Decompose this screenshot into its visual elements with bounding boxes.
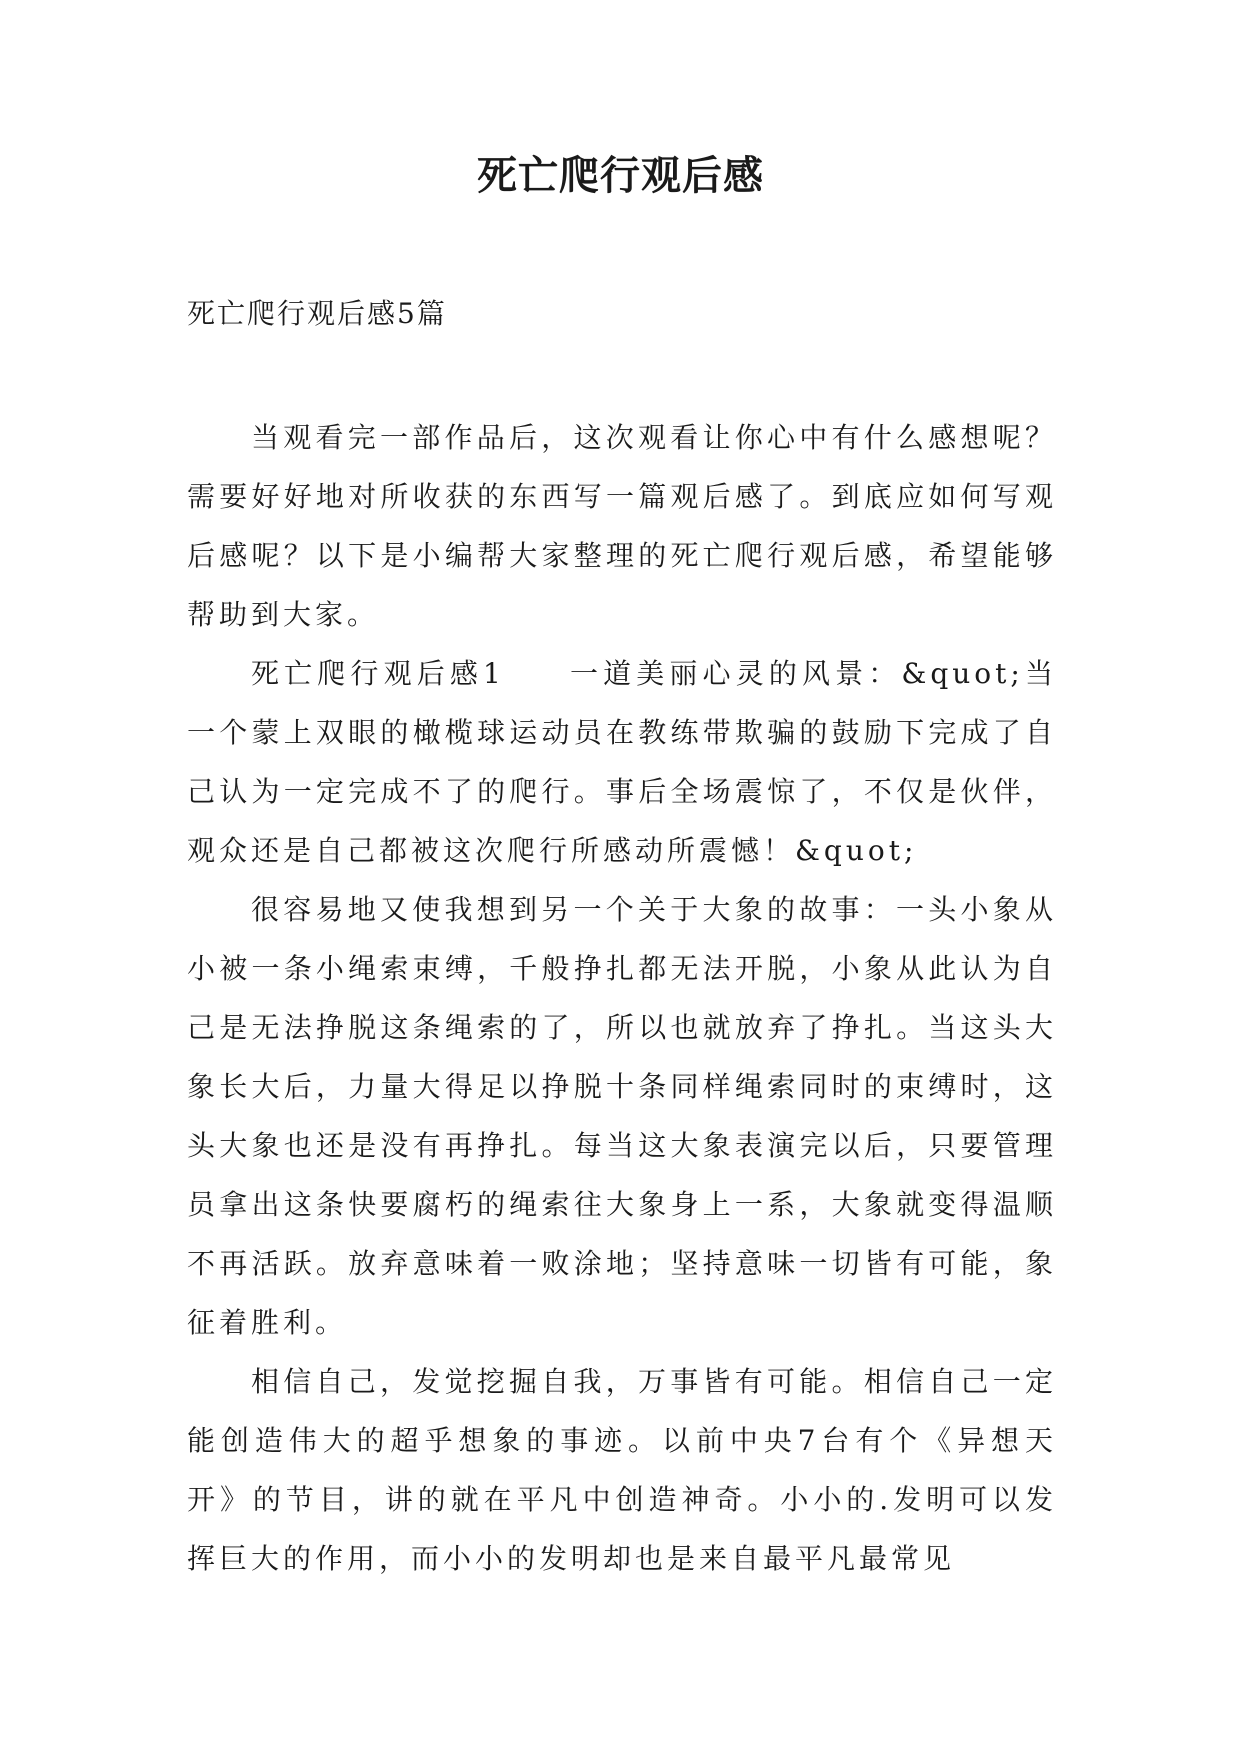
document-body xyxy=(187,408,1057,1588)
believe-yourself-paragraph: 相信自己，发觉挖掘自我，万事皆有可能。相信自己一定能创造伟大的超乎想象的事迹。以前中央7台有个《异想天开》的节目，讲的就在平凡中创造神奇。小小的.发明可以发挥巨大的作用，而小小的发明却也是来自最平凡最常见 xyxy=(187,1365,1057,1575)
intro-paragraph: 当观看完一部作品后，这次观看让你心中有什么感想呢？需要好好地对所收获的东西写一篇观后感了。到底应如何写观后感呢？以下是小编帮大家整理的死亡爬行观后感，希望能够帮助到大家。 xyxy=(187,421,1057,631)
document-subtitle: 死亡爬行观后感5篇 xyxy=(187,297,447,330)
section-1-paragraph xyxy=(187,644,1057,880)
section-1-heading: 死亡爬行观后感1 xyxy=(251,657,505,690)
document-title: 死亡爬行观后感 xyxy=(477,153,764,199)
section-1-text: 一道美丽心灵的风景：&quot;当一个蒙上双眼的橄榄球运动员在教练带欺骗的鼓励下完成了自己认为一定完成不了的爬行。事后全场震惊了，不仅是伙伴， 观众还是自己都被这次爬行所感动所震憾！&quot; xyxy=(187,657,1057,867)
elephant-story-paragraph: 很容易地又使我想到另一个关于大象的故事：一头小象从小被一条小绳索束缚，千般挣扎都无法开脱，小象从此认为自己是无法挣脱这条绳索的了，所以也就放弃了挣扎。当这头大象长大后，力量大得足以挣脱十条同样绳索同时的束缚时，这头大象也还是没有再挣扎。每当这大象表演完以后，只要管理员拿出这条快要腐朽的绳索往大象身上一系，大象就变得温顺不再活跃。放弃意味着一败涂地；坚持意味一切皆有可能，象征着胜利。 xyxy=(187,893,1057,1339)
